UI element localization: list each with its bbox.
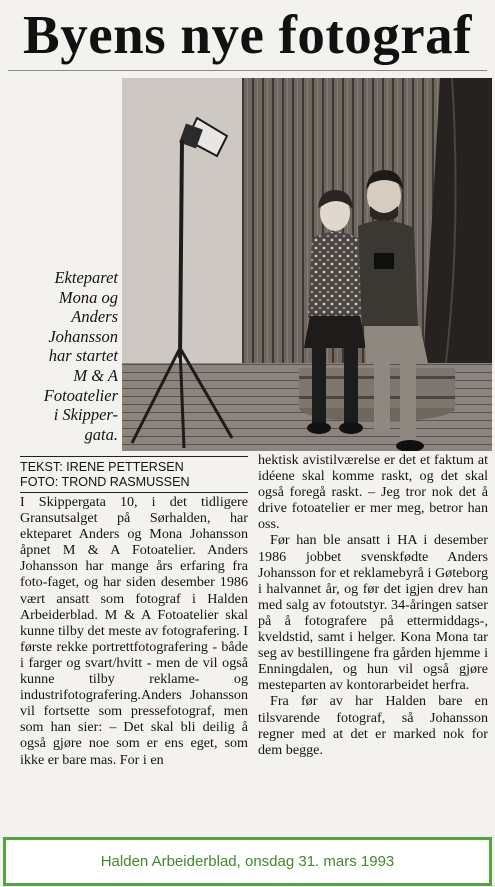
byline (20, 456, 248, 493)
byline-photo: FOTO: TROND RASMUSSEN (20, 475, 190, 489)
headline-rule (8, 70, 487, 71)
photo-caption: Ekteparet Mona og Anders Johansson har startet M & A Fotoatelier i Skipper- gata. (43, 268, 118, 444)
article-paragraph: hektisk avistilværelse er det et faktum at idéene skal komme raskt, og det skal også foregå raskt. – Jeg tror nok det å drive fotoatelier er mer meg, betror han oss. (258, 452, 488, 533)
article-paragraph: Før han ble ansatt i HA i desember 1986 jobbet svenskfødte Anders Johansson for et reklamebyrå i Gøteborg i halvannet år, og før det igjen drev han med salg av fotoutstyr. 34-åringen satser på å fotografere på ettermiddags-, kveldstid, samt i helger. Kona Mona tar seg av bestillingene fra gården hjemme i Enningdalen, og hun vil også gjøre mesteparten av kontorarbeidet herfra. (258, 532, 488, 694)
source-footer (3, 837, 492, 886)
article-photo (122, 78, 492, 451)
article-column-left (20, 494, 248, 768)
article-paragraph: Fra før av har Halden bare en tilsvarende fotograf, så Johansson regner med at det er marked nok for dem begge. (258, 693, 488, 758)
byline-rule-top (20, 456, 248, 457)
photo-illustration (122, 78, 492, 451)
source-label: Halden Arbeiderblad, onsdag 31. mars 1993 (100, 853, 395, 870)
article-paragraph: I Skippergata 10, i det tidligere Gransutsalget på Sørhalden, har ekteparet Anders og Mona Johansson åpnet M & A Fotoatelier. Anders Johansson har mange års erfaring fra foto-faget, og har siden desember 1986 vært ansatt som fotograf i Halden Arbeiderblad. M & A Fotoatelier skal kunne tilby det meste av fotografering. I første rekke portrettfotografering - både i farger og svart/hvitt - men de vil også kunne tilby reklame- og industrifotografering.Anders Johansson vil fortsette som pressefotograf, men som han sier: – Det skal bli deilig å også gjøre noe som er ens eget, som ikke er bare mas. For i en (20, 494, 248, 768)
byline-rule-bottom (20, 492, 248, 493)
byline-text: TEKST: IRENE PETTERSEN (20, 460, 184, 474)
headline: Byens nye fotograf (23, 3, 472, 65)
article-column-right (258, 452, 488, 758)
